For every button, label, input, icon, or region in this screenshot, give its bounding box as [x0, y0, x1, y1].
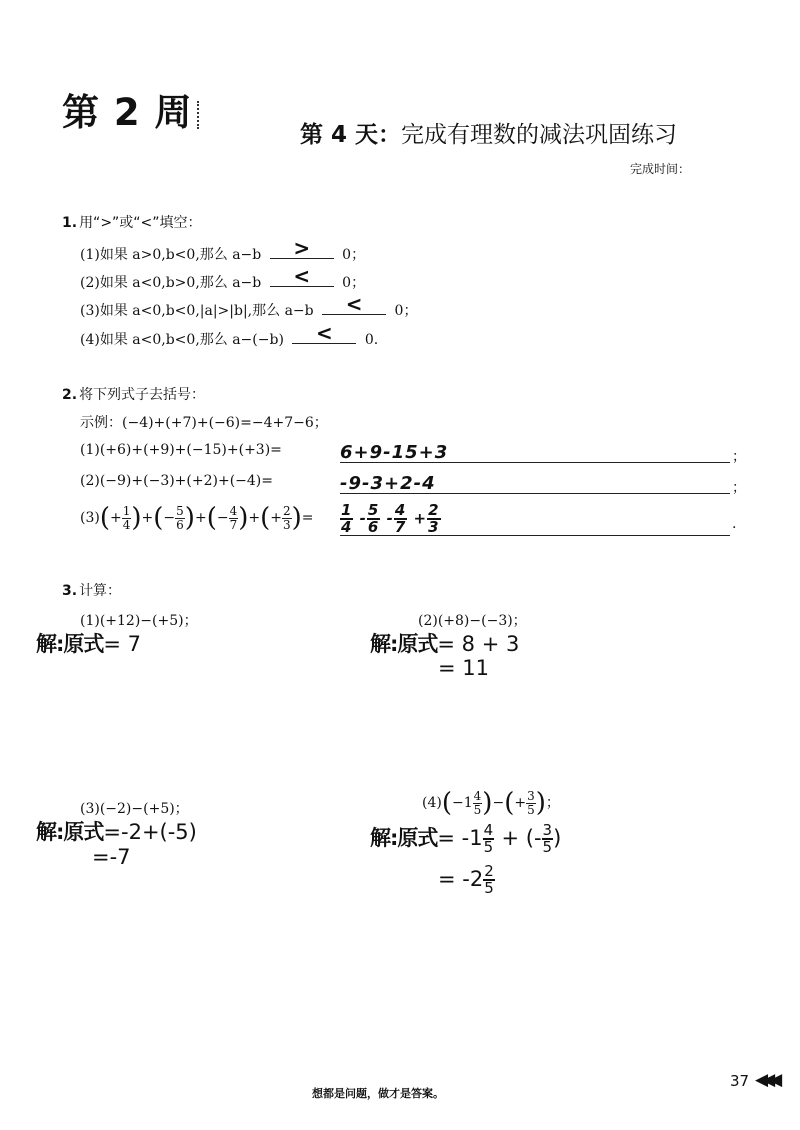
- q2-item-3-expression: (3)(+ $\frac{1}{4}$ )+(− $\frac{5}{6}$ )+(− $\frac{4}{7}$ )+(+ $\frac{2}{3}$ )=: [80, 503, 314, 533]
- q3-problem-2: (2)(+8)−(−3)；: [418, 613, 527, 629]
- q3-solution-4-line-2: = -2 $\frac{2}{5}$: [438, 862, 494, 897]
- fraction: $\frac{4}{7}$: [229, 503, 238, 532]
- q2-item-2-tail: ；: [732, 480, 746, 496]
- q1-title: 1. 用“>”或“<”填空：: [62, 215, 202, 231]
- q2-item-2-label: (2)(−9)+(−3)+(+2)+(−4)=: [80, 473, 273, 489]
- q3-problem-1: (1)(+12)−(+5)；: [80, 613, 198, 629]
- day-title: 第 4 天：完成有理数的减法巩固练习: [300, 122, 678, 148]
- fraction: $\frac{2}{3}$: [283, 503, 291, 532]
- q1-item-4: (4)如果 a<0,b<0,那么 a−(−b) < 0.: [80, 321, 379, 348]
- q3-title: 3. 计算：: [62, 583, 122, 599]
- q3-problem-4: (4)(−1 $\frac{4}{5}$ )−(+ $\frac{3}{5}$ )；: [422, 788, 560, 818]
- page-number: 37: [730, 1072, 750, 1090]
- q2-item-1-tail: ；: [732, 449, 746, 465]
- q3-solution-2-line-2: = 11: [438, 656, 489, 680]
- q2-answer-blank-2[interactable]: -9-3+2-4: [340, 471, 730, 494]
- q1-item-2: (2)如果 a<0,b>0,那么 a−b < 0；: [80, 264, 366, 291]
- q3-problem-3: (3)(−2)−(+5)；: [80, 801, 189, 817]
- q1-answer-blank-4[interactable]: <: [292, 327, 356, 344]
- week-title: 第 2 周: [62, 82, 205, 136]
- q2-item-1-label: (1)(+6)+(+9)+(−15)+(+3)=: [80, 442, 282, 458]
- q1-item-3: (3)如果 a<0,b<0,|a|>|b|,那么 a−b < 0；: [80, 292, 418, 319]
- q1-answer-blank-2[interactable]: <: [270, 270, 334, 287]
- q2-item-3-tail: .: [732, 516, 737, 532]
- q3-solution-4-line-1: 解:原式= -1 $\frac{4}{5}$ + (- $\frac{3}{5}$ ): [370, 821, 562, 856]
- q3-solution-2-line-1: 解:原式= 8 + 3: [370, 632, 520, 656]
- q3-solution-3-line-1: 解:原式=-2+(-5): [36, 820, 197, 844]
- q2-title: 2. 将下列式子去括号：: [62, 387, 206, 403]
- decorative-mark: [197, 101, 205, 129]
- fraction: $\frac{5}{6}$: [176, 503, 184, 532]
- q1-answer-blank-3[interactable]: <: [322, 298, 386, 315]
- fraction: $\frac{3}{5}$: [527, 788, 535, 817]
- q1-answer-blank-1[interactable]: >: [270, 242, 334, 259]
- completion-time-label: 完成时间：: [630, 162, 691, 176]
- page-arrows-icon: ◀◀◀: [755, 1070, 777, 1090]
- q2-example: 示例：(−4)+(+7)+(−6)=−4+7−6；: [80, 415, 328, 431]
- fraction: $\frac{4}{5}$: [473, 788, 482, 817]
- fraction: $\frac{1}{4}$: [122, 503, 131, 532]
- q3-solution-1: 解:原式= 7: [36, 632, 142, 656]
- q1-item-1: (1)如果 a>0,b<0,那么 a−b > 0；: [80, 236, 366, 263]
- q2-answer-blank-3[interactable]: $\frac{1}{4}$ - $\frac{5}{6}$ - $\frac{4}{7}$ + $\frac{2}{3}$: [340, 505, 730, 536]
- q2-answer-blank-1[interactable]: 6+9-15+3: [340, 440, 730, 463]
- footer-quote: 想都是问题，做才是答案。: [312, 1087, 444, 1100]
- q3-solution-3-line-2: =-7: [92, 845, 131, 869]
